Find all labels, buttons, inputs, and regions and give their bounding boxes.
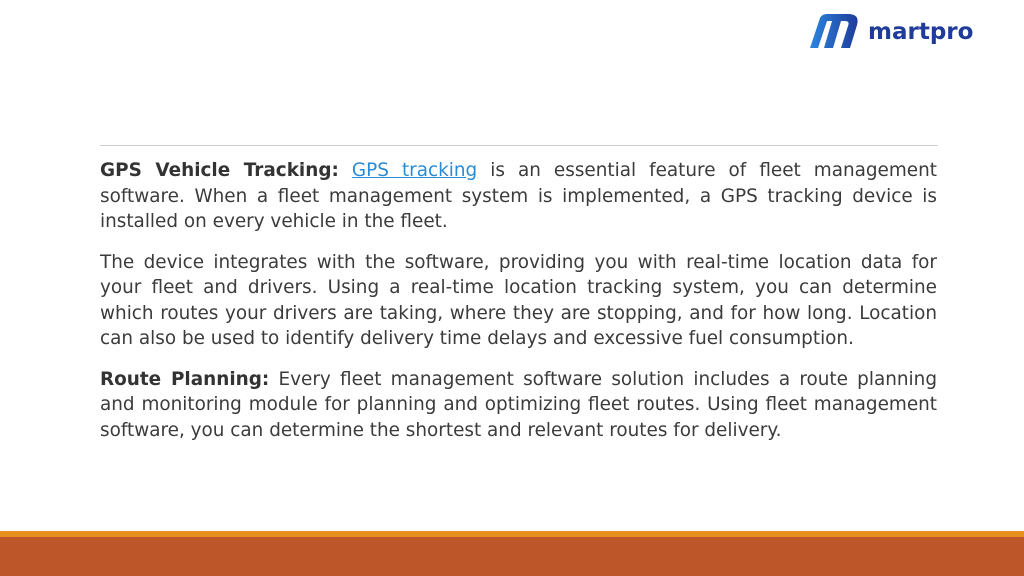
paragraph-text: Every fleet management software solution includes a route planning and monitoring module for planning and optimizing fleet routes. Using fleet management software, you can determine the shortest and relevant routes for delivery. (100, 368, 937, 441)
paragraph-gps-vehicle-tracking (100, 158, 937, 235)
brand-name: martpro (868, 19, 974, 45)
footer-bar (0, 537, 1024, 576)
paragraph-text: is an essential feature of fleet management software. When a fleet management system is implemented, a GPS tracking device is installed on every vehicle in the fleet. (100, 160, 937, 232)
header-divider (100, 145, 938, 146)
martpro-logo-mark-icon (808, 12, 866, 52)
paragraph-lead: Route Planning: (100, 368, 270, 390)
main-content (100, 158, 937, 458)
paragraph-text: The device integrates with the software, providing you with real-time location data for your fleet and drivers. Using a real-time location tracking system, you can determine which routes your drivers are taking, where they are stopping, and for how long. Location can also be used to identify delivery time delays and excessive fuel consumption. (100, 251, 937, 349)
paragraph-lead: GPS Vehicle Tracking: (100, 160, 339, 181)
brand-logo (808, 12, 998, 52)
paragraph-route-planning (100, 367, 937, 444)
paragraph-device-integration (100, 250, 937, 352)
gps-tracking-link[interactable]: GPS tracking (351, 160, 478, 181)
